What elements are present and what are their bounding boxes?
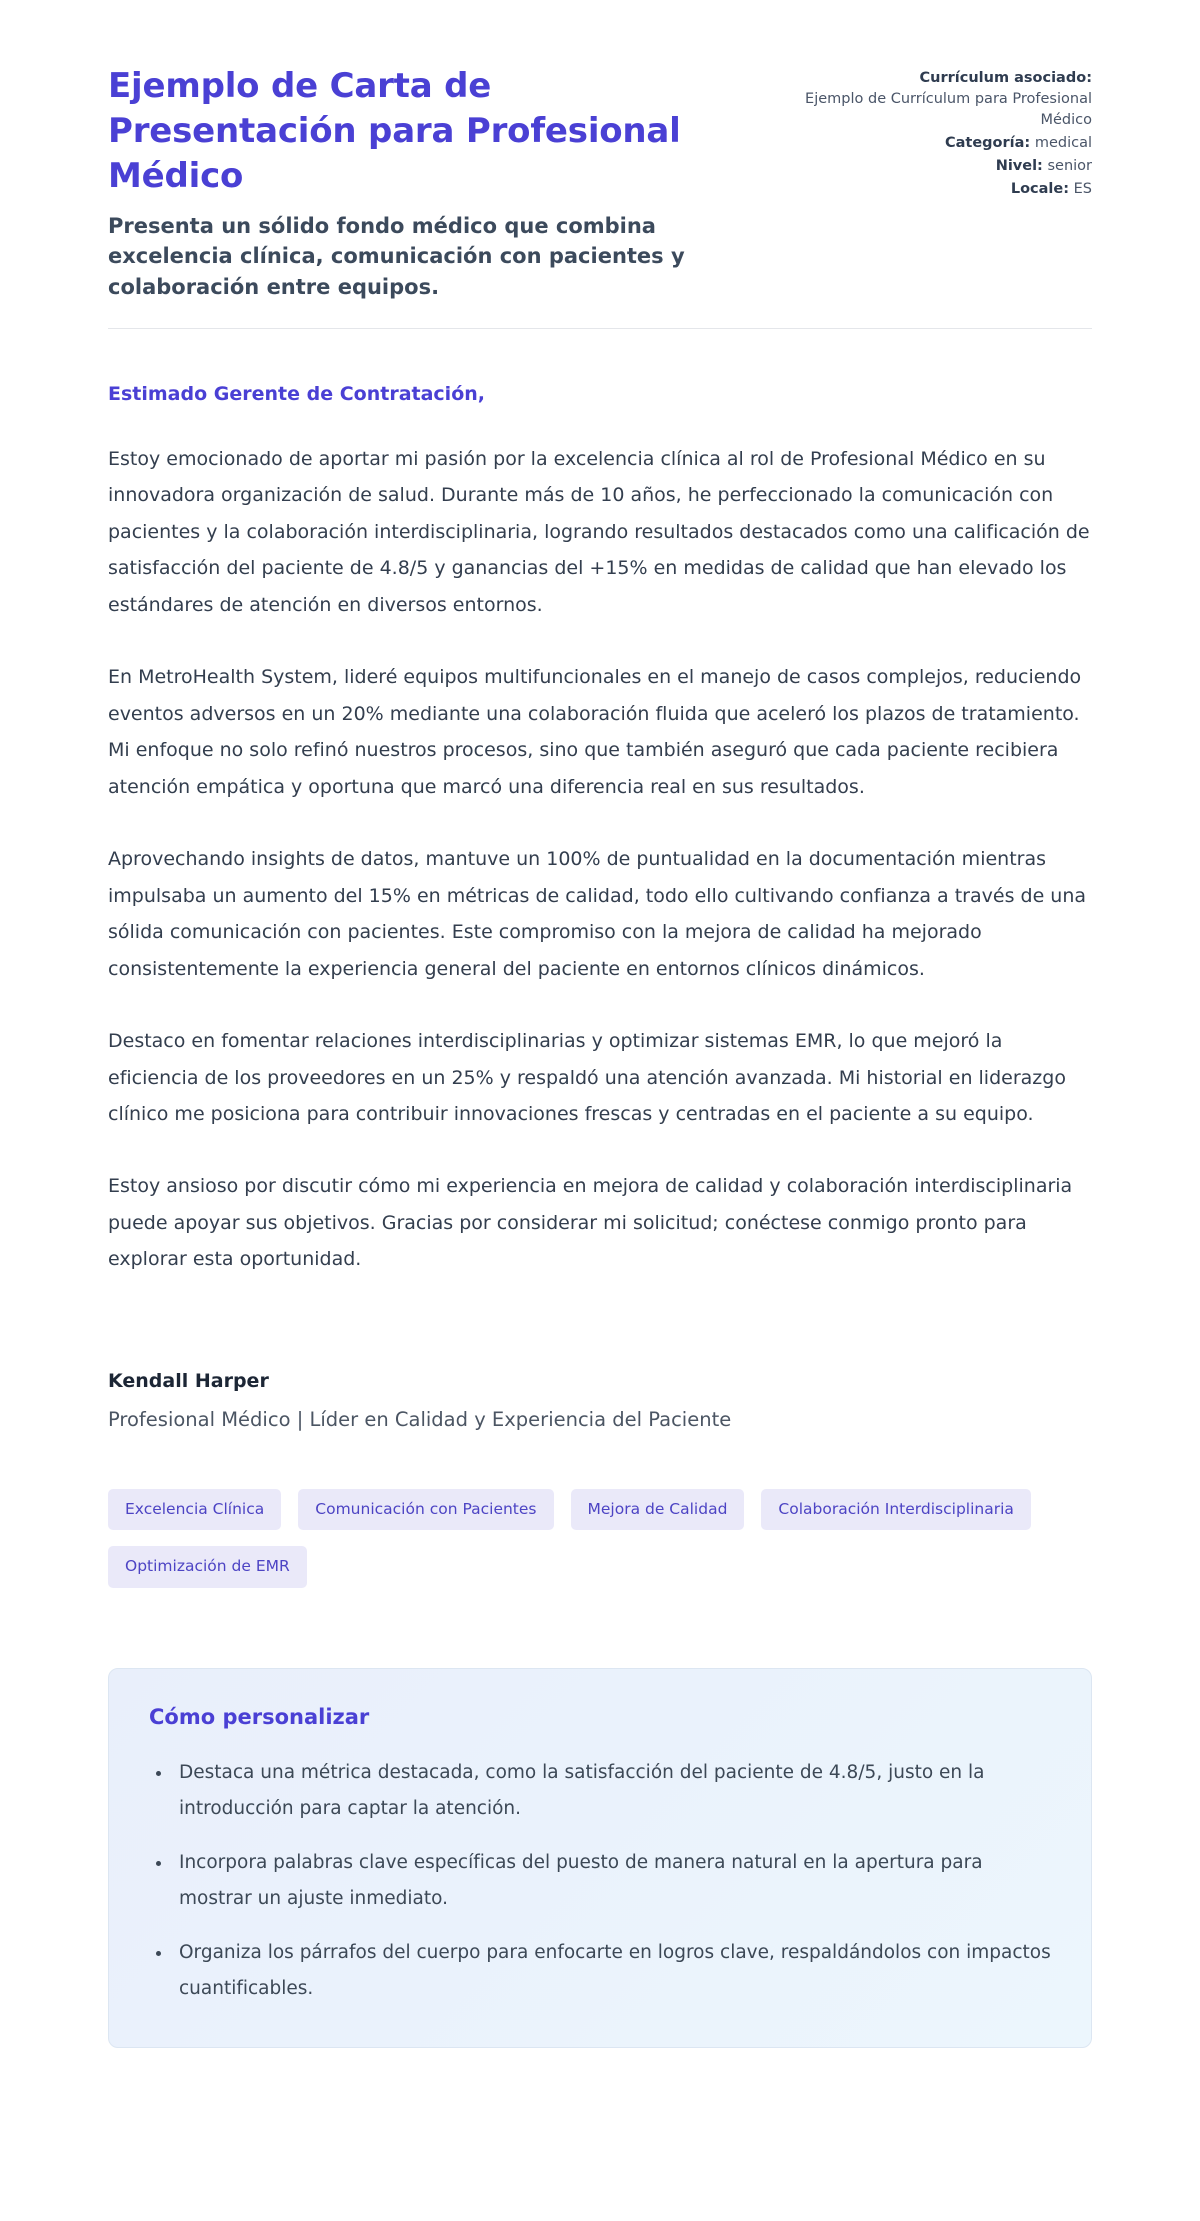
tag-list — [108, 1489, 1092, 1588]
page-title: Ejemplo de Carta de Presentación para Profesional Médico — [108, 66, 681, 196]
meta-resume-label: Currículum asociado: — [919, 70, 1092, 86]
meta-category — [802, 133, 1092, 154]
meta-level-value: senior — [1047, 158, 1092, 175]
letter-body — [108, 383, 1092, 1431]
meta-resume — [802, 68, 1092, 131]
customize-heading: Cómo personalizar — [149, 1704, 370, 1729]
letter-paragraph: Aprovechando insights de datos, mantuve un 100% de puntualidad en la documentación mientras impulsaba un aumento del 15% en métricas de calidad, todo ello cultivando confianza a través de una sólida comunicación con pacientes. Este compromiso con la mejora de calidad ha mejorado consistentemente la experiencia general del paciente en entornos clínicos dinámicos. — [108, 848, 1087, 980]
tag-chip[interactable]: Excelencia Clínica — [108, 1489, 281, 1531]
meta-locale-label: Locale: — [1010, 181, 1070, 198]
letter-paragraph: Estoy ansioso por discutir cómo mi experiencia en mejora de calidad y colaboración interdisciplinaria puede apoyar sus objetivos. Gracias por considerar mi solicitud; conéctese conmigo pronto para explorar esta oportunidad. — [108, 1175, 1073, 1271]
customize-bullet: • Organiza los párrafos del cuerpo para enfocarte en logros clave, respaldándolos con impactos cuantificables. — [173, 1935, 1051, 2007]
signature-role: Profesional Médico | Líder en Calidad y Experiencia del Paciente — [108, 1407, 732, 1431]
tag-chip[interactable]: Mejora de Calidad — [571, 1489, 745, 1531]
customize-bullet: • Destaca una métrica destacada, como la satisfacción del paciente de 4.8/5, justo en la introducción para captar la atención. — [173, 1755, 1051, 1827]
meta-level — [802, 156, 1092, 177]
letter-paragraphs — [108, 441, 1092, 1278]
signature-name: Kendall Harper — [108, 1369, 269, 1392]
meta-level-label: Nivel: — [995, 158, 1043, 175]
tag-chip[interactable]: Comunicación con Pacientes — [298, 1489, 553, 1531]
customize-list — [149, 1755, 1051, 2007]
letter-paragraph: Estoy emocionado de aportar mi pasión por la excelencia clínica al rol de Profesional Médico en su innovadora organización de salud. Durante más de 10 años, he perfeccionado la comunicación con pacientes y la colaboración interdisciplinaria, logrando resultados destacados como una calificación de satisfacción del paciente de 4.8/5 y ganancias del +15% en medidas de calidad que han elevado los estándares de atención en diversos entornos. — [108, 447, 1090, 616]
meta-locale-value: ES — [1073, 181, 1092, 198]
letter-greeting: Estimado Gerente de Contratación, — [108, 382, 485, 405]
customize-box — [108, 1668, 1092, 2048]
meta-resume-value: Ejemplo de Currículum para Profesional Médico — [805, 91, 1092, 129]
tag-chip[interactable]: Optimización de EMR — [108, 1546, 307, 1588]
tag-chip[interactable]: Colaboración Interdisciplinaria — [761, 1489, 1030, 1531]
header — [108, 64, 1092, 302]
meta-locale — [802, 179, 1092, 200]
letter-paragraph: Destaco en fomentar relaciones interdisciplinarias y optimizar sistemas EMR, lo que mejoró la eficiencia de los proveedores en un 25% y respaldó una atención avanzada. Mi historial en liderazgo clínico me posiciona para contribuir innovaciones frescas y centradas en el paciente a su equipo. — [108, 1030, 1066, 1125]
customize-bullet: • Incorpora palabras clave específicas del puesto de manera natural en la apertura para mostrar un ajuste inmediato. — [173, 1845, 1051, 1917]
meta-category-value: medical — [1034, 135, 1092, 152]
header-title-block — [108, 64, 723, 302]
meta-panel — [802, 68, 1092, 202]
page-subtitle: Presenta un sólido fondo médico que combina excelencia clínica, comunicación con pacientes y colaboración entre equipos. — [108, 213, 685, 299]
letter-paragraph: En MetroHealth System, lideré equipos multifuncionales en el manejo de casos complejos, reduciendo eventos adversos en un 20% mediante una colaboración fluida que aceleró los plazos de tratamiento. Mi enfoque no solo refinó nuestros procesos, sino que también aseguró que cada paciente recibiera atención empática y oportuna que marcó una diferencia real en sus resultados. — [108, 666, 1082, 798]
header-divider — [108, 328, 1092, 329]
meta-category-label: Categoría: — [944, 135, 1031, 152]
